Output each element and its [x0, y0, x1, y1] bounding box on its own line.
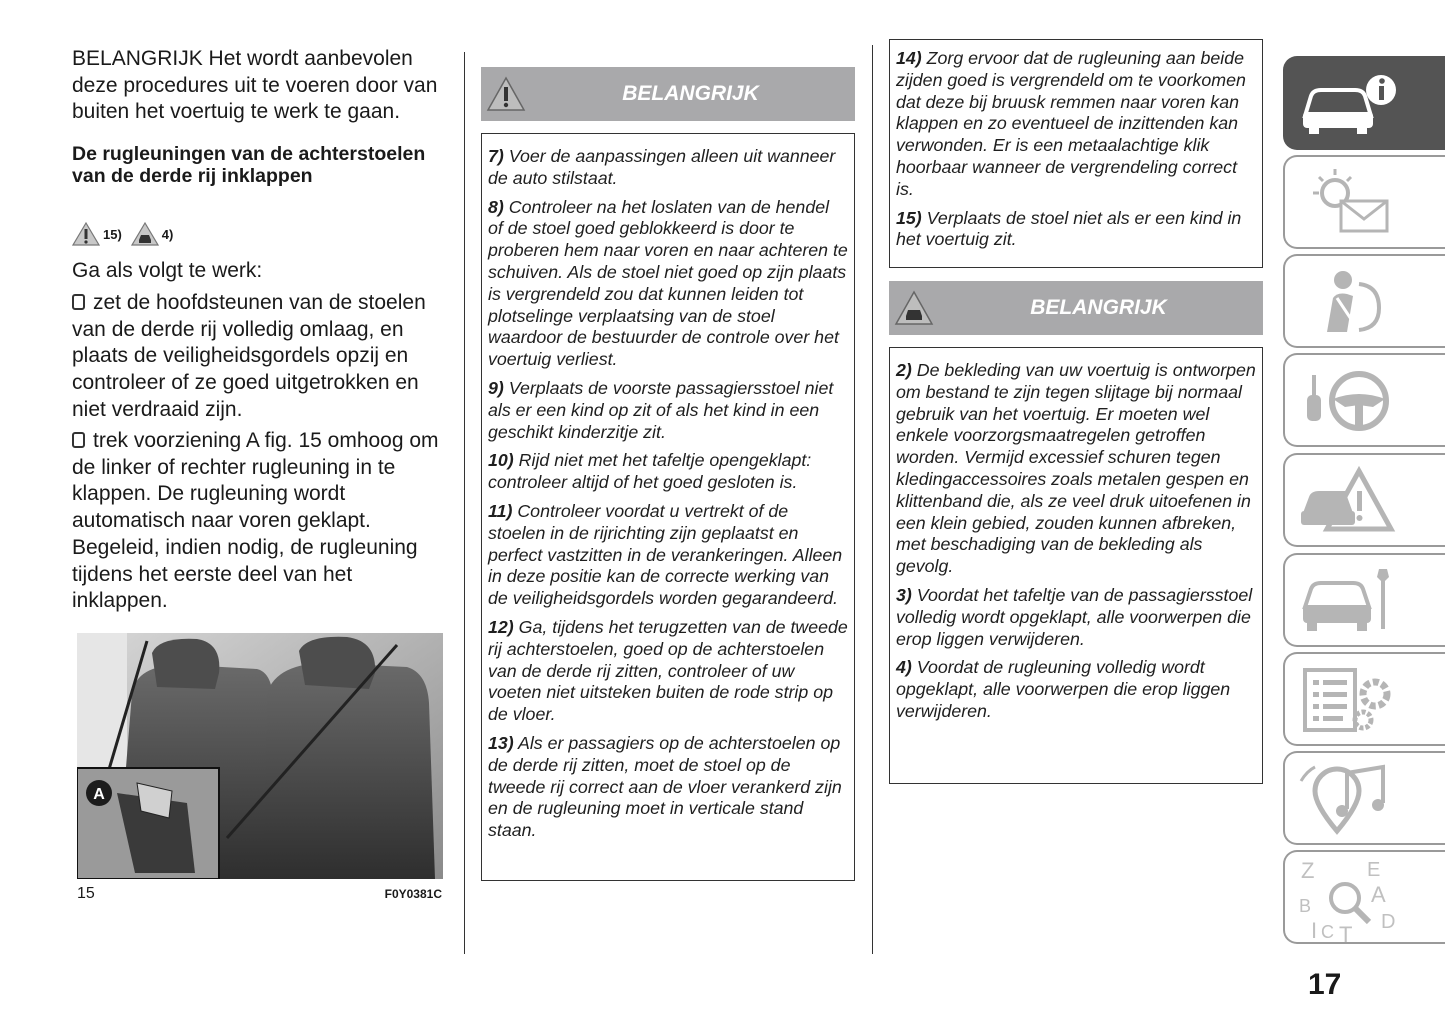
procedure-step-1: [72, 290, 447, 424]
note-text: Verplaats de stoel niet als er een kind in het voertuig zit.: [896, 207, 1242, 250]
tab-technical-data[interactable]: [1283, 652, 1445, 746]
note-item: [488, 450, 848, 494]
note-item: [488, 501, 848, 610]
tab-maintenance[interactable]: [1283, 553, 1445, 647]
note-item: [896, 360, 1256, 578]
procedure-lead: Ga als volgt te werk:: [72, 259, 263, 282]
note-item: [896, 208, 1256, 252]
note-text: Controleer voordat u vertrekt of de stoelen in de rijrichting zijn geplaatst en perfect vastzitten in de verankeringen. Alleen in deze positie kan de correcte werking van de veiligheidsgordels worden gegarandeerd.: [488, 500, 843, 609]
note-text: Controleer na het loslaten van de hendel of de stoel goed geblokkeerd is door te proberen hem naar voren en naar achteren te schuiven. Als de stoel niet goed op zijn plaats is vergrendeld zou dat kunnen leiden tot plotselinge verplaatsing van de stoel waardoor de bestuurder de controle over het voertuig verliest.: [488, 196, 848, 370]
note-number: 15): [896, 207, 922, 228]
note-item: [896, 657, 1256, 722]
car-care-triangle-icon: [894, 289, 934, 327]
note-text: Rijd niet met het tafeltje opengeklapt: controleer altijd of het goed gesloten is.: [488, 450, 812, 493]
figure-code: F0Y0381C: [384, 887, 442, 901]
tab-safety[interactable]: [1283, 254, 1445, 348]
car-care-triangle-icon: [131, 221, 159, 247]
bullet-box-icon: [72, 294, 85, 310]
warning-ref[interactable]: 15): [103, 226, 122, 242]
care-banner-title: BELANGRIJK: [1030, 296, 1167, 319]
section-heading: De rugleuningen van de achterstoelen van de derde rij inklappen: [72, 143, 426, 187]
note-number: 11): [488, 500, 513, 521]
note-text: Ga, tijdens het terugzetten van de tweede rij achterstoelen, goed op de achterstoelen van de derde rij zitten, controleer of uw voeten niet uitsteken buiten de rode strip op de vloer.: [488, 616, 848, 725]
note-item: [488, 733, 848, 842]
procedure-step-2: [72, 428, 447, 615]
note-item: [488, 197, 848, 371]
note-item: [488, 378, 848, 443]
note-text: Zorg ervoor dat de rugleuning aan beide zijden goed is vergrendeld om te voorkomen dat deze bij bruusk remmen naar voren kan klappen en zo eventueel de inzittenden kan verwonden. Er is een metaalachtige klik hoorbaar wanneer de vergrendeling correct is.: [896, 48, 1246, 199]
note-item: [896, 48, 1256, 201]
continued-notes-box: [889, 39, 1263, 268]
figure-number: 15: [77, 885, 95, 902]
warning-light-message-icon: [1297, 163, 1397, 243]
note-item: [488, 146, 848, 190]
tab-emergency[interactable]: [1283, 453, 1445, 547]
svg-text:Z: Z: [1301, 858, 1315, 883]
note-number: 12): [488, 616, 514, 637]
note-text: De bekleding van uw voertuig is ontworpen om bestand te zijn tegen slijtage bij normaal gebruik van het voertuig. Er moeten wel enkele voorzorgsmaatregelen getroffen worden. Vermijd excessief schuren tegen kledingaccessoires zoals metalen gespen en klittenband die, als ze veel druk uitoefenen in een klein gebied, zouden kunnen afbreken, met beschadiging van de bekleding als gevolg.: [896, 360, 1256, 577]
location-music-icon: [1297, 759, 1397, 839]
note-text: Voer de aanpassingen alleen uit wanneer de auto stilstaat.: [488, 146, 836, 188]
warning-notes-box: [481, 133, 855, 881]
note-text: Verplaats de voorste passagiersstoel niet als er een kind op zit of als het kind in een geschikt kinderzitje zit.: [488, 377, 834, 442]
svg-text:D: D: [1381, 911, 1396, 933]
note-number: 3): [896, 584, 912, 605]
note-number: 10): [488, 450, 514, 471]
car-info-icon: [1297, 64, 1397, 144]
note-number: 9): [488, 377, 504, 398]
alphabetical-index-icon: [1297, 858, 1397, 942]
warning-references: [72, 220, 179, 248]
seat-photo: [77, 633, 443, 879]
spec-sheet-gear-icon: [1297, 660, 1397, 740]
car-hazard-icon: [1297, 461, 1397, 541]
tab-car-info[interactable]: [1283, 56, 1445, 150]
note-number: 7): [488, 146, 504, 166]
steering-wheel-key-icon: [1297, 361, 1397, 441]
figure-callout-label: A: [93, 786, 105, 803]
svg-text:E: E: [1367, 859, 1381, 881]
warning-triangle-icon: [486, 75, 526, 113]
column-divider: [872, 45, 873, 954]
svg-text:B: B: [1299, 896, 1312, 916]
care-banner: [889, 281, 1263, 335]
step-2-text: trek voorziening A fig. 15 omhoog om de linker of rechter rugleuning in te klappen. De rugleuning wordt automatisch naar voren geklapt. Begeleid, indien nodig, de rugleuning tijdens het eerste deel van het inklappen.: [72, 429, 439, 613]
intro-paragraph: BELANGRIJK Het wordt aanbevolen deze procedures uit te voeren door van buiten het voertuig te werk te gaan.: [72, 47, 438, 124]
note-number: 4): [896, 657, 912, 678]
note-number: 13): [488, 732, 514, 753]
airbag-seat-icon: [1297, 262, 1397, 342]
care-ref[interactable]: 4): [161, 226, 174, 242]
note-number: 8): [488, 196, 504, 217]
note-number: 14): [896, 48, 922, 68]
note-text: Voordat het tafeltje van de passagiersstoel volledig wordt opgeklapt, alle voorwerpen die erop liggen verwijderen.: [896, 584, 1253, 649]
care-notes-box: [889, 347, 1263, 784]
svg-text:I: I: [1311, 918, 1318, 942]
note-text: Als er passagiers op de achterstoelen op de derde rij zitten, moet de stoel op de tweede rij correct aan de vloer verankerd zijn en de rugleuning moet in verticale stand staan.: [488, 732, 842, 841]
note-item: [896, 585, 1256, 650]
bullet-box-icon: [72, 432, 85, 448]
tab-starting-driving[interactable]: [1283, 353, 1445, 447]
step-1-text: zet de hoofdsteunen van de stoelen van de derde rij volledig omlaag, en plaats de veiligheidsgordels opzij en controleer of ze goed uitgetrokken en niet verdraaid zijn.: [72, 291, 426, 421]
warning-triangle-icon: [72, 221, 100, 247]
note-text: Voordat de rugleuning volledig wordt opgeklapt, alle voorwerpen die erop liggen verwijderen.: [896, 657, 1231, 721]
note-number: 2): [896, 360, 912, 380]
svg-text:A: A: [1371, 882, 1386, 907]
note-item: [488, 617, 848, 726]
column-divider: [464, 52, 465, 954]
car-wrench-icon: [1297, 561, 1397, 641]
tab-warning-lights-messages[interactable]: [1283, 155, 1445, 249]
tab-multimedia[interactable]: [1283, 751, 1445, 845]
page-number: 17: [1308, 968, 1342, 1001]
svg-text:C: C: [1321, 922, 1334, 942]
tab-index[interactable]: [1283, 850, 1445, 944]
warning-banner: [481, 67, 855, 121]
warning-banner-title: BELANGRIJK: [622, 82, 759, 105]
svg-text:T: T: [1339, 922, 1353, 942]
